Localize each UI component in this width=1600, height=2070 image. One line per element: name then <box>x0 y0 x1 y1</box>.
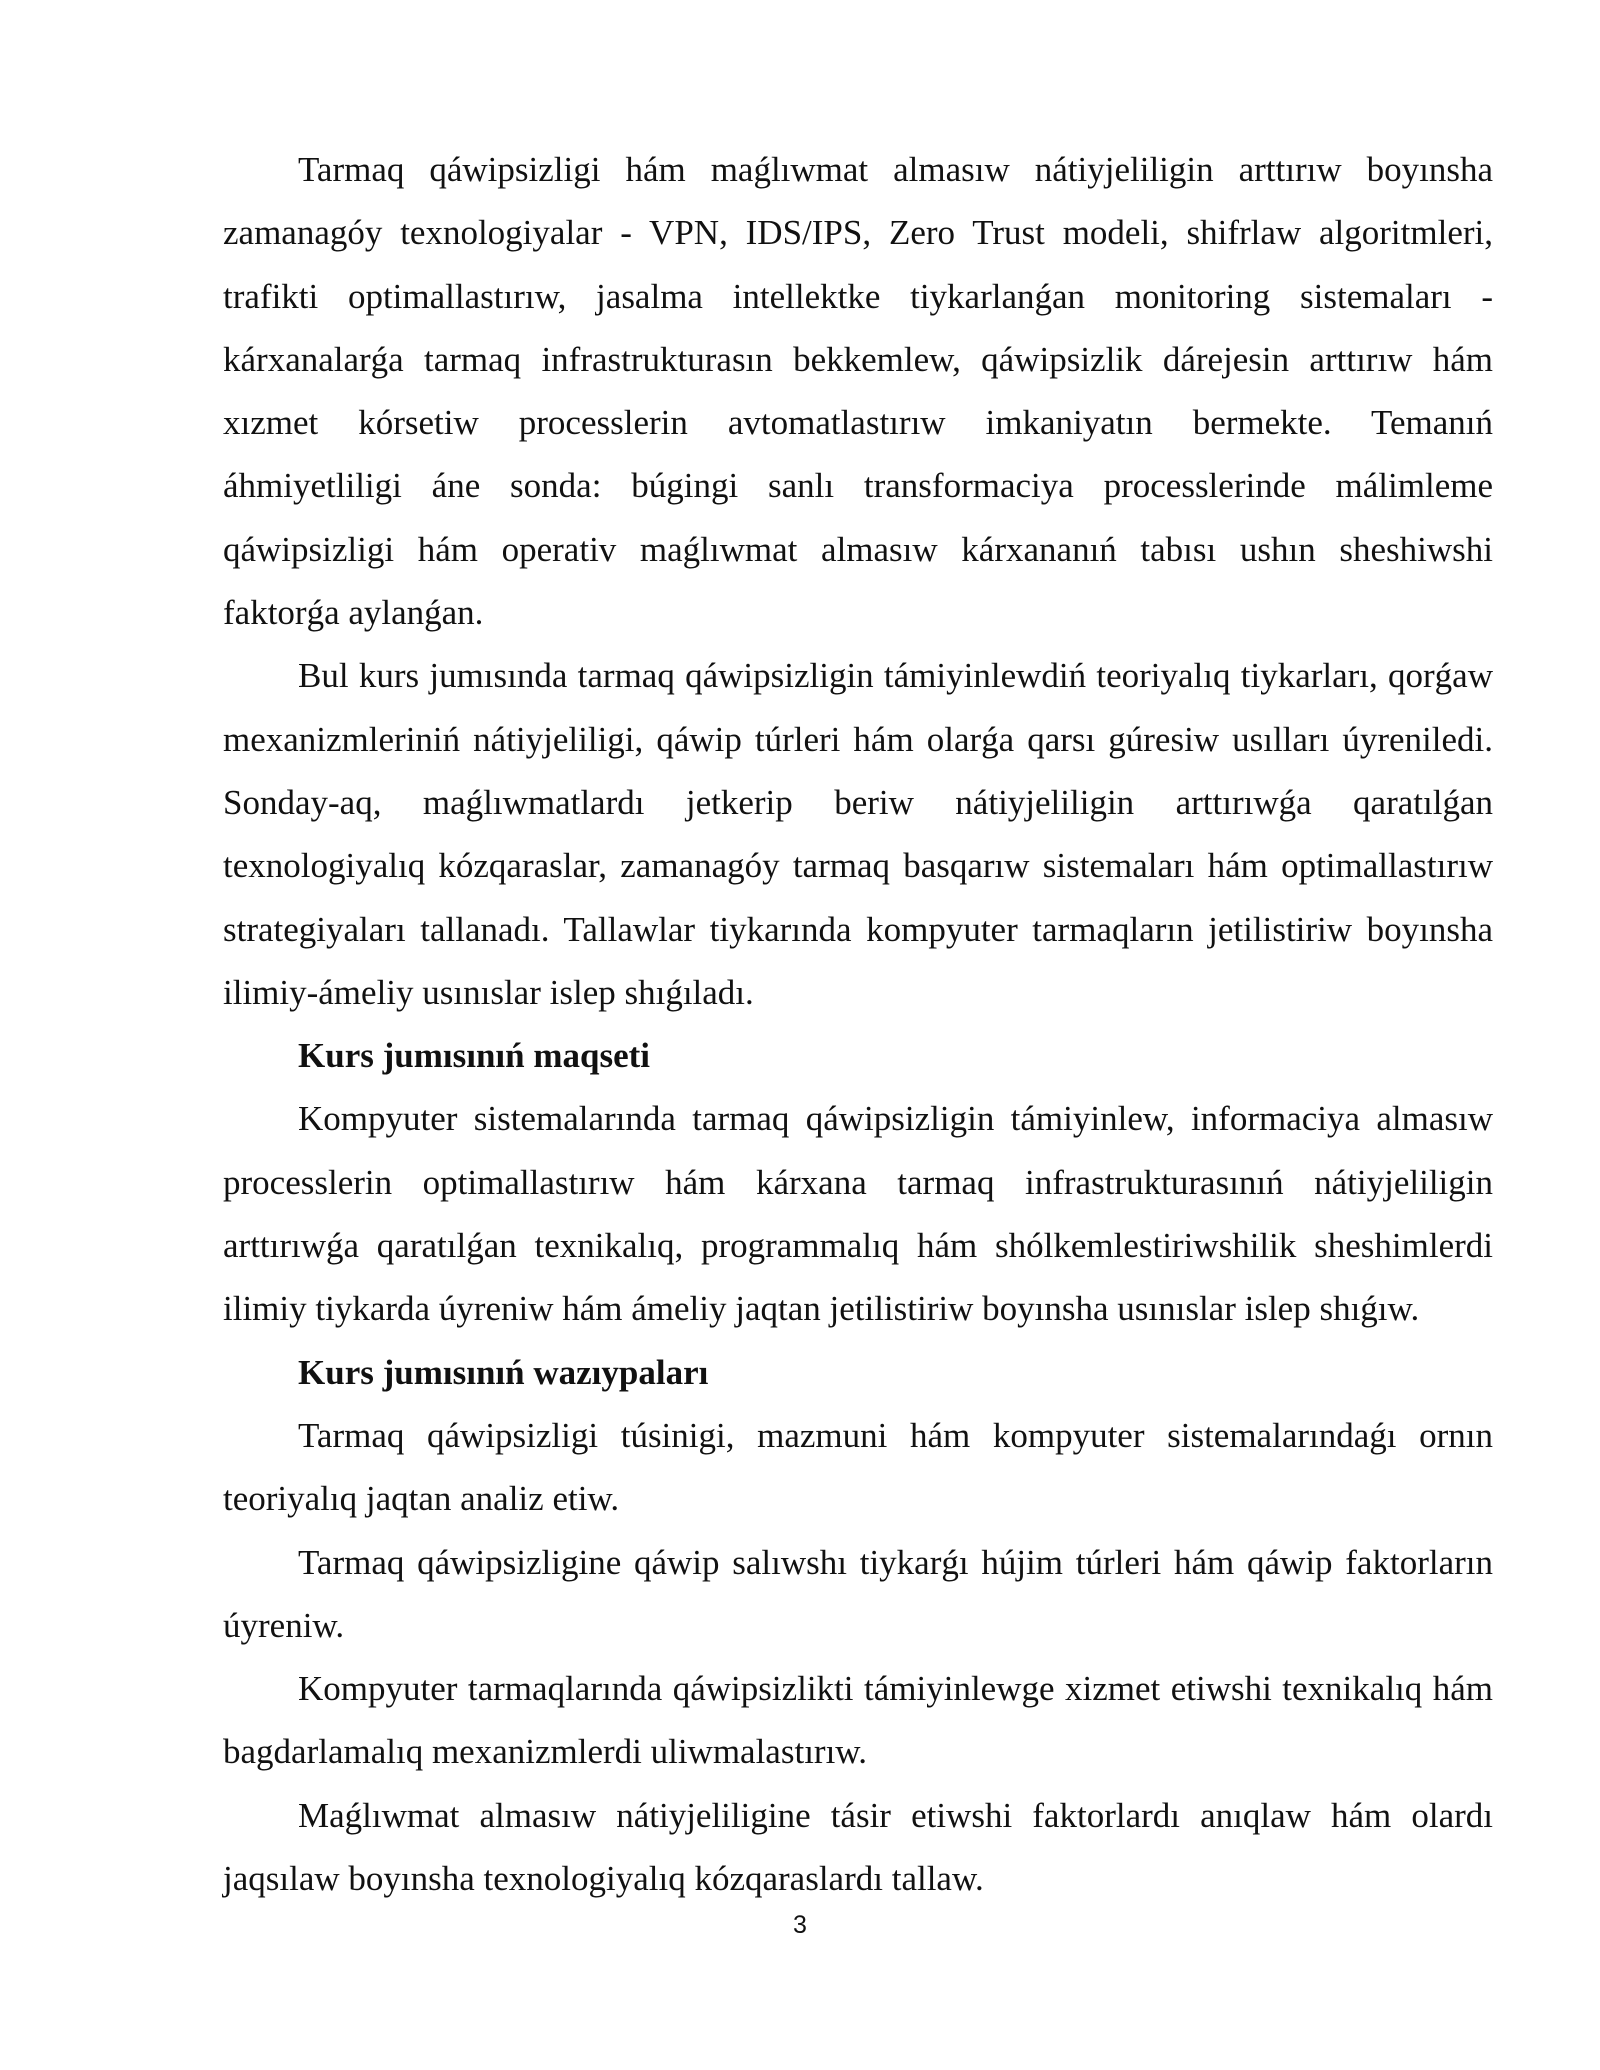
tasks-heading: Kurs jumısınıń wazıypaları <box>298 1352 709 1392</box>
task-item-3: Kompyuter tarmaqlarında qáwipsizlikti támiyinlewge xizmet etiwshi texnikalıq hám bagdarlamalıq mexanizmlerdi uliwmalastırıw. <box>223 1669 1493 1772</box>
document-page <box>223 138 1493 1910</box>
task-item-1: Tarmaq qáwipsizligi túsinigi, mazmuni hám kompyuter sistemalarındaǵı ornın teoriyalıq jaqtan analiz etiw. <box>223 1415 1493 1519</box>
goal-heading: Kurs jumısınıń maqseti <box>298 1036 650 1076</box>
task-item-2: Tarmaq qáwipsizligine qáwip salıwshı tiykarǵı hújim túrleri hám qáwip faktorların úyreniw. <box>223 1542 1493 1645</box>
task-item-4: Maǵlıwmat almasıw nátiyjeliligine tásir etiwshi faktorlardı anıqlaw hám olardı jaqsılaw boyınsha texnologiyalıq kózqaraslardı tallaw. <box>223 1795 1493 1899</box>
page-number: 3 <box>793 1911 807 1939</box>
intro-paragraph-2: Bul kurs jumısında tarmaq qáwipsizligin támiyinlewdiń teoriyalıq tiykarları, qorǵaw mexanizmleriniń nátiyjeliligi, qáwip túrleri hám olarǵa qarsı gúresiw usılları úyreniledi. Sonday-aq, maǵlıwmatlardı jetkerip beriw nátiyjeliligin arttırıwǵa qaratılǵan texnologiyalıq kózqaraslar, zamanagóy tarmaq basqarıw sistemaları hám optimallastırıw strategiyaları tallanadı. Tallawlar tiykarında kompyuter tarmaqların jetilistiriw boyınsha ilimiy-ámeliy usınıslar islep shıǵıladı. <box>223 656 1493 1012</box>
intro-paragraph-1: Tarmaq qáwipsizligi hám maǵlıwmat almasıw nátiyjeliligin arttırıw boyınsha zamanagóy texnologiyalar - VPN, IDS/IPS, Zero Trust modeli, shifrlaw algoritmleri, trafikti optimallastırıw, jasalma intellektke tiykarlanǵan monitoring sistemaları - kárxanalarǵa tarmaq infrastrukturasın bekkemlew, qáwipsizlik dárejesin arttırıw hám xızmet kórsetiw processlerin avtomatlastırıw imkaniyatın bermekte. Temanıń áhmiyetliligi áne sonda: búgingi sanlı transformaciya processlerinde málimleme qáwipsizligi hám operativ maǵlıwmat almasıw kárxananıń tabısı ushın sheshiwshi faktorǵa aylanǵan. <box>223 150 1493 633</box>
goal-paragraph: Kompyuter sistemalarında tarmaq qáwipsizligin támiyinlew, informaciya almasıw processlerin optimallastırıw hám kárxana tarmaq infrastrukturasınıń nátiyjeliligin arttırıwǵa qaratılǵan texnikalıq, programmalıq hám shólkemlestiriwshilik sheshimlerdi ilimiy tiykarda úyreniw hám ámeliy jaqtan jetilistiriw boyınsha usınıslar islep shıǵıw. <box>223 1099 1493 1329</box>
